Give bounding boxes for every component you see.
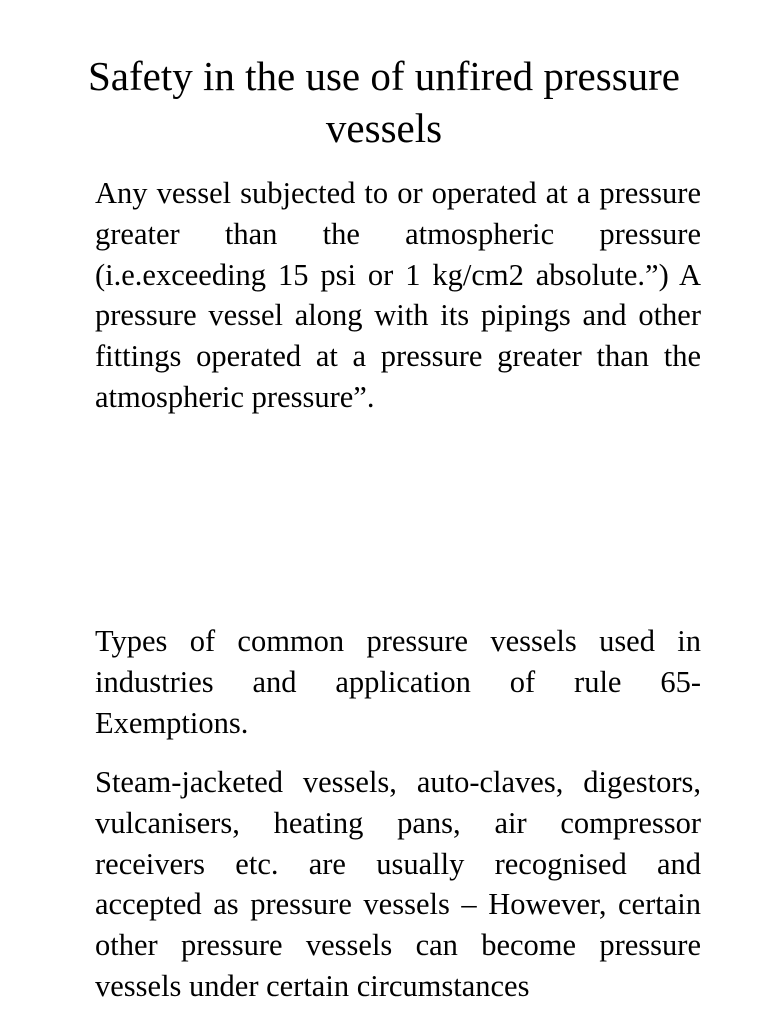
types-heading-paragraph: Types of common pressure vessels used in industries and application of rule 65- Exemptions.: [95, 624, 701, 740]
page-title: Safety in the use of unfired pressure vessels: [87, 53, 681, 151]
examples-paragraph: Steam-jacketed vessels, auto-claves, digestors, vulcanisers, heating pans, air compressor receivers etc. are usually recognised and accepted as pressure vessels – However, certain other pressure vessels can become pressure vessels under certain circumstances: [95, 765, 701, 1003]
definition-paragraph: Any vessel subjected to or operated at a pressure greater than the atmospheric pressure (i.e.exceeding 15 psi or 1 kg/cm2 absolute.”) A pressure vessel along with its pipings and other fittings operated at a pressure greater than the atmospheric pressure”.: [95, 176, 701, 414]
